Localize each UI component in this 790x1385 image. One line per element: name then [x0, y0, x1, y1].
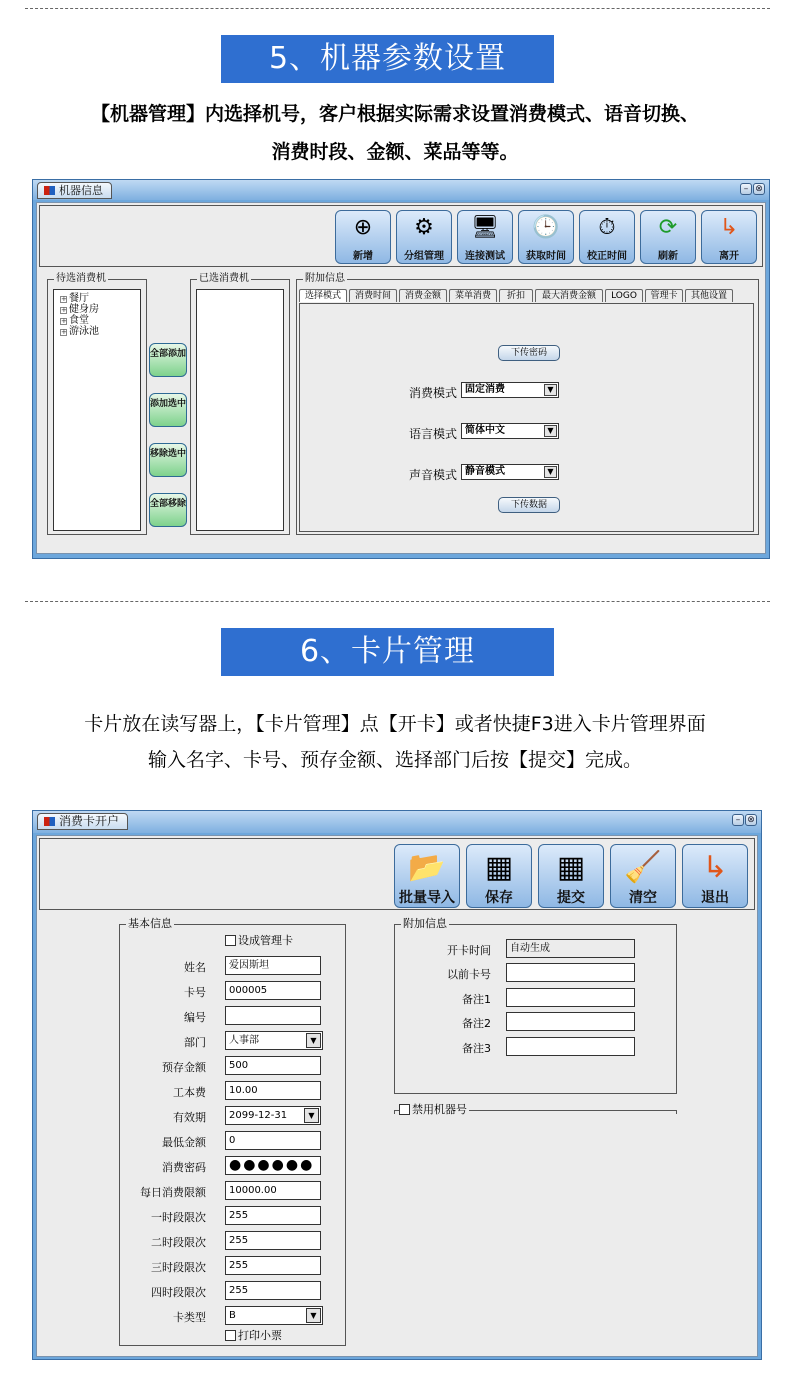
batch-import-button[interactable]: 📂 批量导入 — [394, 844, 460, 908]
clock-check-icon: ⏱ — [598, 215, 616, 240]
exit-arrow-icon: ↳ — [719, 215, 739, 240]
chevron-down-icon[interactable]: ▼ — [544, 384, 557, 396]
voice-mode-label: 语言模式 — [408, 427, 457, 441]
tab-panel — [299, 303, 754, 532]
clock-icon: 🕒 — [532, 215, 560, 240]
house-gear-icon: ⚙ — [414, 215, 434, 240]
save-icon: ▦ — [484, 850, 514, 885]
period2-limit-field[interactable]: 255 — [225, 1231, 321, 1250]
minimize-icon[interactable]: – — [732, 814, 744, 826]
prepaid-amount-field[interactable]: 500 — [225, 1056, 321, 1075]
chevron-down-icon[interactable]: ▼ — [544, 466, 557, 478]
add-selected-button[interactable]: 添加选中 — [149, 393, 187, 427]
toolbar — [39, 838, 755, 910]
tab-consume-time[interactable]: 消费时间 — [349, 289, 397, 302]
refresh-button[interactable]: ⟳ 刷新 — [640, 210, 696, 264]
section-heading: 5、机器参数设置 — [221, 35, 554, 83]
title-bar — [33, 180, 769, 200]
download-data-button[interactable]: 下传数据 — [498, 497, 560, 513]
note1-field[interactable] — [506, 988, 635, 1007]
period1-limit-label: 一时段限次 — [151, 1211, 206, 1224]
sound-mode-select[interactable]: 静音模式 ▼ — [461, 464, 559, 480]
window-title-tab — [37, 182, 112, 199]
basic-info-group — [119, 917, 346, 1346]
submit-button[interactable]: ▦ 提交 — [538, 844, 604, 908]
section-description-line1: 【机器管理】内选择机号，客户根据实际需求设置消费模式、语音切换、 — [90, 103, 699, 125]
tree-item[interactable]: + 食堂 — [61, 315, 89, 326]
daily-limit-label: 每日消费限额 — [140, 1186, 206, 1199]
department-select[interactable]: 人事部 ▼ — [225, 1031, 323, 1050]
voice-mode-select[interactable]: 简体中文 ▼ — [461, 423, 559, 439]
download-password-button[interactable]: 下传密码 — [498, 345, 560, 361]
serial-number-label: 编号 — [184, 1011, 206, 1024]
period4-limit-field[interactable]: 255 — [225, 1281, 321, 1300]
period2-limit-label: 二时段限次 — [151, 1236, 206, 1249]
note3-field[interactable] — [506, 1037, 635, 1056]
close-icon[interactable]: ⊗ — [745, 814, 757, 826]
expiry-date-picker[interactable]: 2099-12-31 ▼ — [225, 1106, 321, 1125]
disable-machine-group — [394, 1103, 677, 1116]
app-icon — [44, 817, 55, 826]
tab-consume-amount[interactable]: 消费金额 — [399, 289, 447, 302]
prepaid-amount-label: 预存金额 — [162, 1061, 206, 1074]
tab-max-amount[interactable]: 最大消费金额 — [535, 289, 603, 302]
settings-tabs — [299, 289, 754, 303]
expiry-date-label: 有效期 — [173, 1111, 206, 1124]
save-button[interactable]: ▦ 保存 — [466, 844, 532, 908]
exit-button[interactable]: ↳ 离开 — [701, 210, 757, 264]
expand-icon[interactable]: + — [61, 328, 67, 336]
min-amount-field[interactable]: 0 — [225, 1131, 321, 1150]
open-time-label: 开卡时间 — [447, 944, 491, 957]
remove-selected-button[interactable]: 移除选中 — [149, 443, 187, 477]
divider — [25, 8, 770, 9]
app-icon — [44, 186, 55, 195]
serial-number-field[interactable] — [225, 1006, 321, 1025]
expand-icon[interactable]: + — [61, 306, 67, 314]
card-open-window — [32, 810, 762, 1360]
add-all-button[interactable]: 全部添加 — [149, 343, 187, 377]
folder-icon: 📂 — [408, 850, 446, 885]
selected-machines-list[interactable] — [196, 289, 284, 531]
section-description-line1: 卡片放在读写器上，【卡片管理】点【开卡】或者快捷F3进入卡片管理界面 — [84, 713, 706, 735]
chevron-down-icon[interactable]: ▼ — [544, 425, 557, 437]
selected-machines-group — [190, 273, 290, 535]
note3-label: 备注3 — [462, 1042, 491, 1055]
note2-field[interactable] — [506, 1012, 635, 1031]
group-legend: 附加信息 — [403, 917, 447, 930]
group-legend: 已选消费机 — [199, 273, 249, 284]
sound-mode-label: 声音模式 — [408, 468, 457, 482]
note1-label: 备注1 — [462, 993, 491, 1006]
extra-info-group — [394, 917, 677, 1094]
close-icon[interactable]: ⊗ — [753, 183, 765, 195]
machine-info-window — [32, 179, 770, 559]
window-controls — [731, 814, 757, 833]
period3-limit-label: 三时段限次 — [151, 1261, 206, 1274]
refresh-icon: ⟳ — [658, 215, 678, 240]
toolbar — [39, 205, 763, 267]
exit-button[interactable]: ↳ 退出 — [682, 844, 748, 908]
get-time-button[interactable]: 🕒 获取时间 — [518, 210, 574, 264]
chevron-down-icon[interactable]: ▼ — [306, 1033, 321, 1048]
clear-button[interactable]: 🧹 清空 — [610, 844, 676, 908]
consume-mode-label: 消费模式 — [408, 386, 457, 400]
window-title: 消费卡开户 — [59, 814, 120, 828]
chevron-down-icon[interactable]: ▼ — [306, 1308, 321, 1323]
expand-icon[interactable]: + — [61, 295, 67, 303]
daily-limit-field[interactable]: 10000.00 — [225, 1181, 321, 1200]
correct-time-button[interactable]: ⏱ 校正时间 — [579, 210, 635, 264]
group-legend: 基本信息 — [128, 917, 172, 930]
tree-item[interactable]: + 餐厅 — [61, 293, 89, 304]
section-description-line2: 消费时段、金额、菜品等等。 — [271, 141, 519, 163]
group-legend: 待选消费机 — [56, 273, 106, 284]
chevron-down-icon[interactable]: ▼ — [304, 1108, 319, 1123]
pending-machines-tree[interactable] — [53, 289, 141, 531]
previous-card-field[interactable] — [506, 963, 635, 982]
monitor-icon: 🖥 — [471, 215, 499, 240]
card-type-select[interactable]: B ▼ — [225, 1306, 323, 1325]
card-fee-field[interactable]: 10.00 — [225, 1081, 321, 1100]
group-manage-button[interactable]: ⚙ 分组管理 — [396, 210, 452, 264]
name-field[interactable]: 爱因斯坦 — [225, 956, 321, 975]
name-label: 姓名 — [184, 961, 206, 974]
card-number-label: 卡号 — [184, 986, 206, 999]
window-body — [36, 835, 758, 1357]
card-number-field[interactable]: 000005 — [225, 981, 321, 1000]
expand-icon[interactable]: + — [61, 317, 67, 325]
department-label: 部门 — [184, 1036, 206, 1049]
tab-discount[interactable]: 折扣 — [499, 289, 533, 302]
title-bar — [33, 811, 761, 833]
window-controls — [739, 183, 765, 202]
consume-password-field[interactable]: ●●●●●● — [225, 1156, 321, 1175]
period4-limit-label: 四时段限次 — [151, 1286, 206, 1299]
section-description-line2: 输入名字、卡号、预存金额、选择部门后按【提交】完成。 — [147, 749, 642, 771]
window-body — [36, 202, 766, 554]
window-title: 机器信息 — [59, 184, 103, 197]
section-heading: 6、卡片管理 — [221, 628, 554, 676]
divider — [25, 601, 770, 602]
remove-all-button[interactable]: 全部移除 — [149, 493, 187, 527]
note2-label: 备注2 — [462, 1017, 491, 1030]
card-fee-label: 工本费 — [173, 1086, 206, 1099]
connection-test-button[interactable]: 🖥 连接测试 — [457, 210, 513, 264]
open-time-field: 自动生成 — [506, 939, 635, 958]
consume-password-label: 消费密码 — [162, 1161, 206, 1174]
print-receipt-checkbox[interactable]: 打印小票 — [225, 1329, 282, 1342]
card-type-label: 卡类型 — [173, 1311, 206, 1324]
broom-icon: 🧹 — [624, 850, 662, 885]
exit-arrow-icon: ↳ — [702, 850, 728, 885]
tab-other-settings[interactable]: 其他设置 — [685, 289, 733, 302]
tab-menu-consume[interactable]: 菜单消费 — [449, 289, 497, 302]
consume-mode-select[interactable]: 固定消费 ▼ — [461, 382, 559, 398]
tree-item[interactable]: + 游泳池 — [61, 326, 99, 337]
min-amount-label: 最低金额 — [162, 1136, 206, 1149]
extra-info-group — [296, 273, 759, 535]
submit-icon: ▦ — [556, 850, 586, 885]
tab-admin-card[interactable]: 管理卡 — [645, 289, 683, 302]
disable-machine-checkbox[interactable]: 禁用机器号 — [399, 1103, 469, 1116]
pending-machines-group — [47, 273, 147, 535]
set-admin-card-checkbox[interactable]: 设成管理卡 — [225, 934, 293, 947]
tab-logo[interactable]: LOGO — [605, 289, 643, 302]
tree-item[interactable]: + 健身房 — [61, 304, 99, 315]
previous-card-label: 以前卡号 — [447, 968, 491, 981]
minimize-icon[interactable]: – — [740, 183, 752, 195]
plus-circle-icon: ⊕ — [353, 215, 373, 240]
window-title-tab — [37, 813, 128, 830]
group-legend: 附加信息 — [305, 273, 345, 284]
period1-limit-field[interactable]: 255 — [225, 1206, 321, 1225]
period3-limit-field[interactable]: 255 — [225, 1256, 321, 1275]
add-button[interactable]: ⊕ 新增 — [335, 210, 391, 264]
tab-select-mode[interactable]: 选择模式 — [299, 289, 347, 302]
